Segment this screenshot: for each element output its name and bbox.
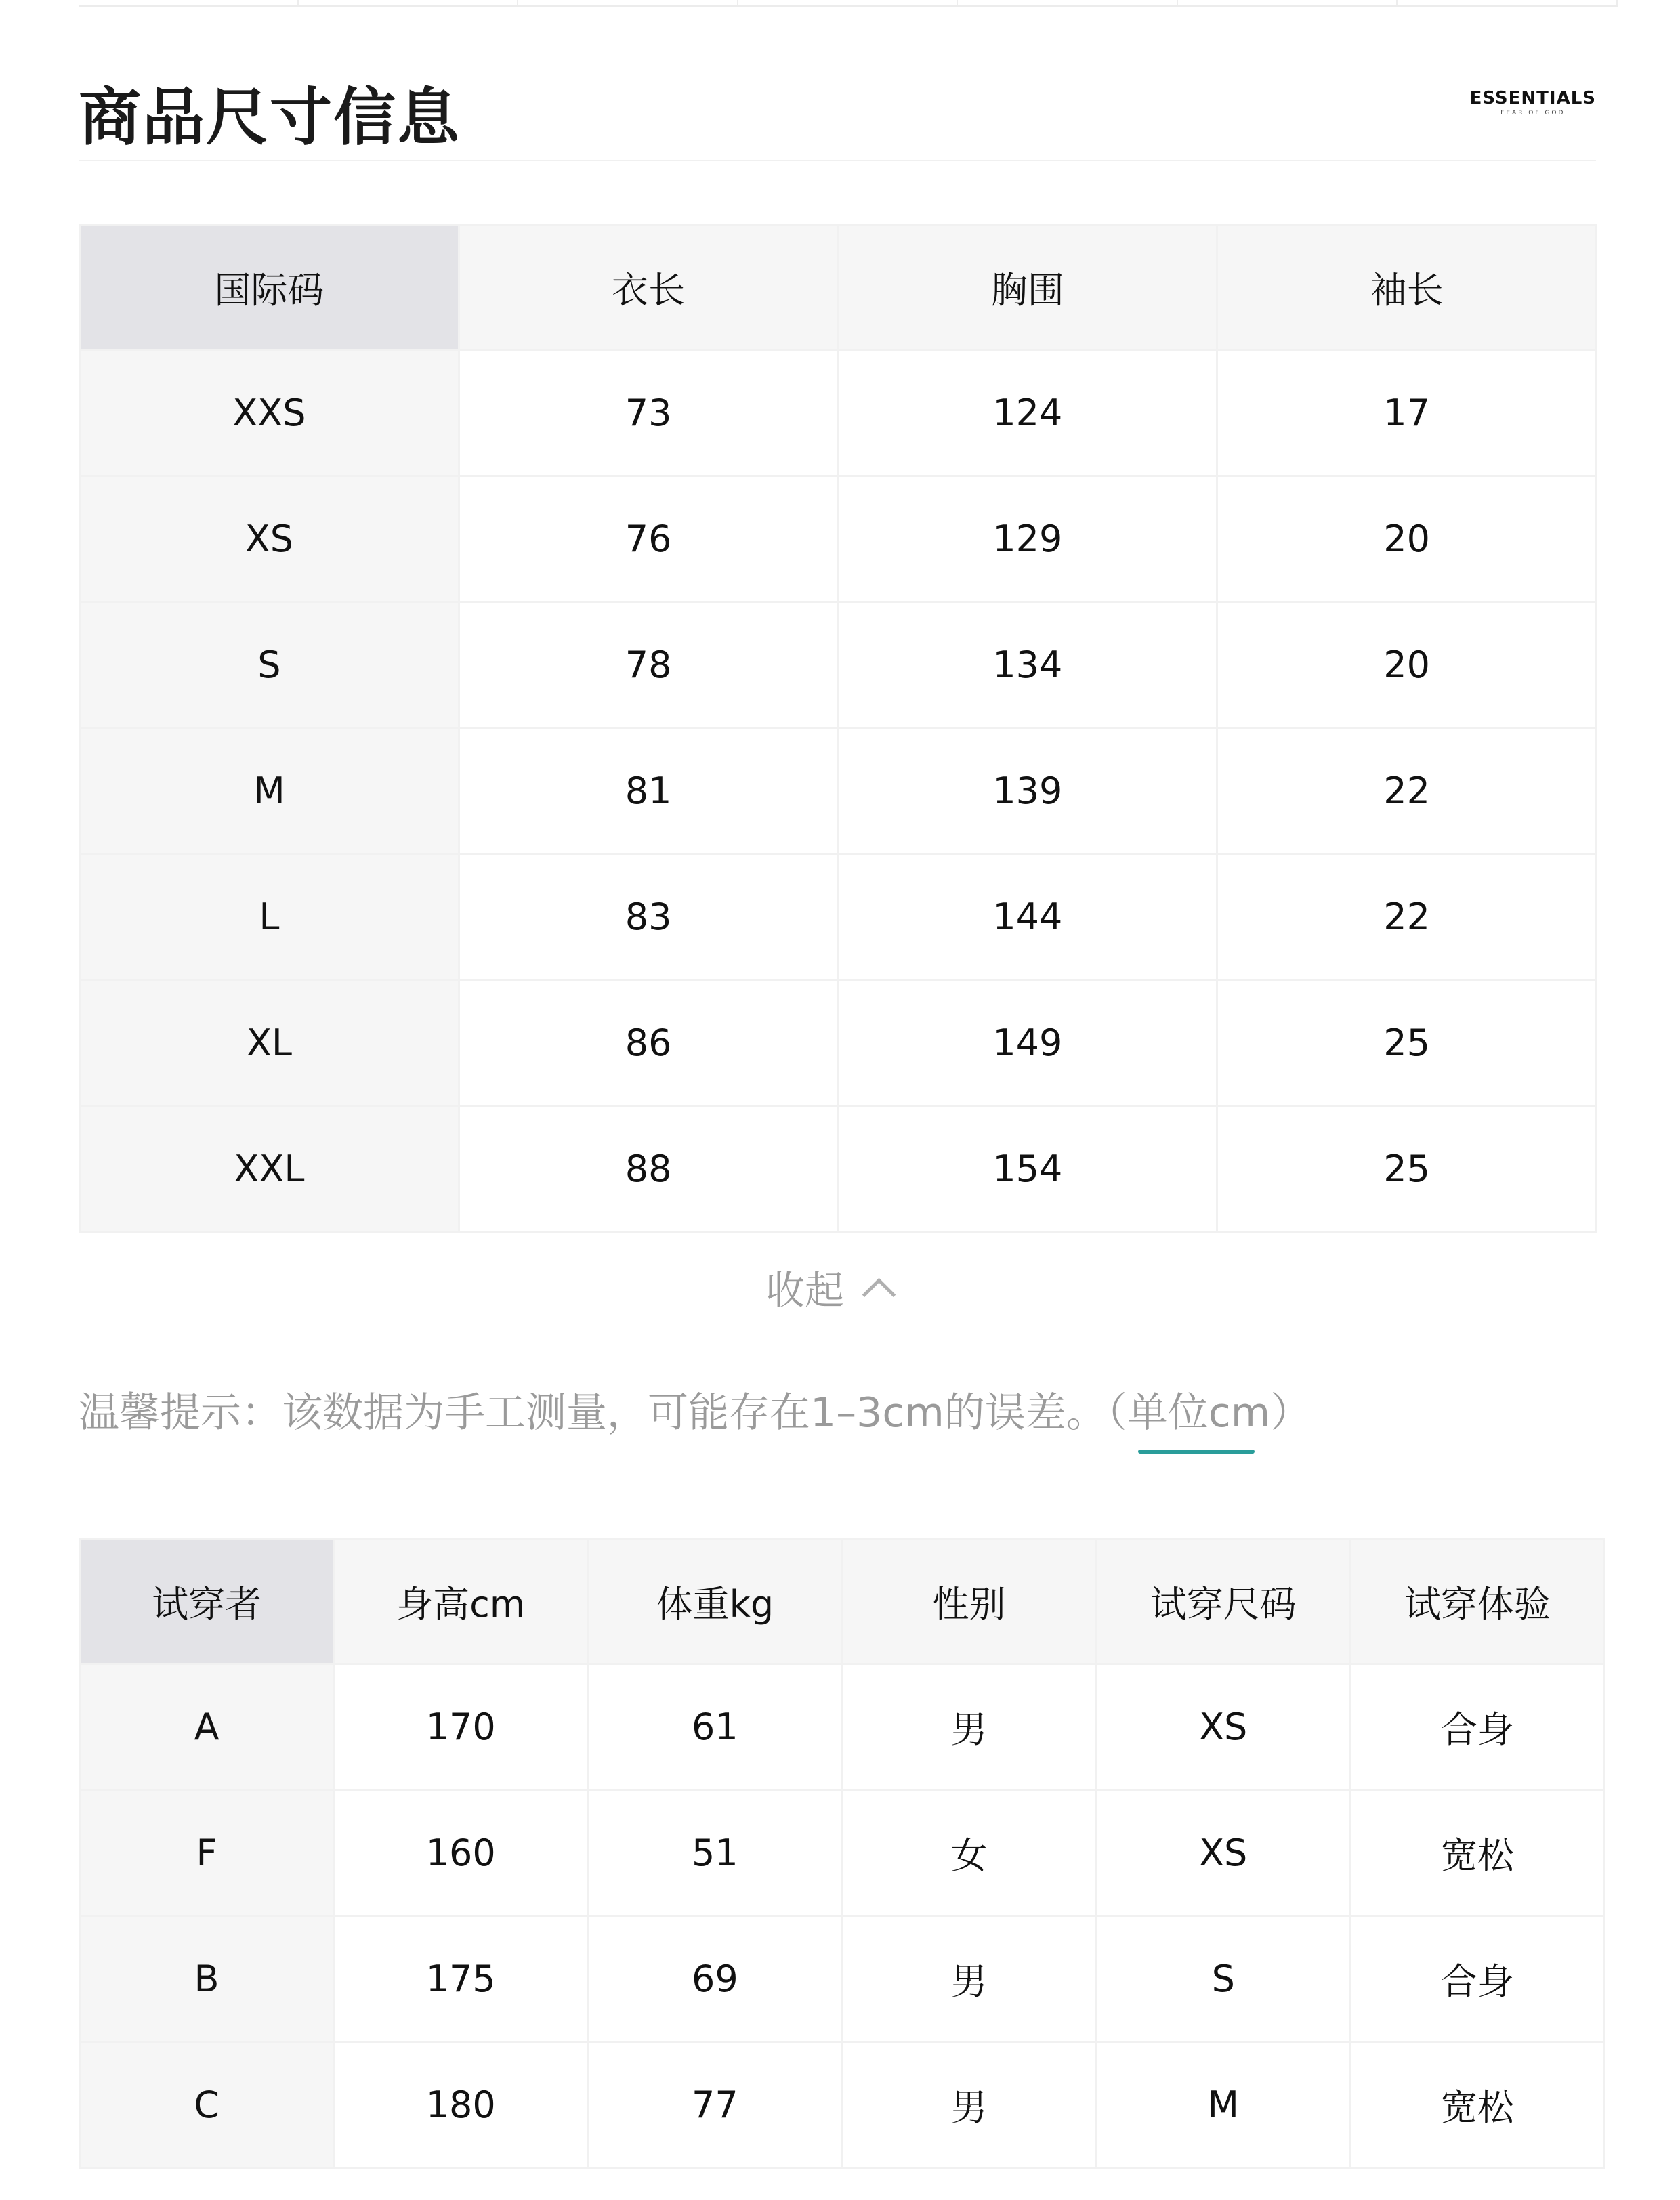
sleeve-cell: 17	[1217, 350, 1597, 476]
tester-cell: F	[80, 1790, 334, 1916]
section-header	[79, 68, 1596, 161]
chest-cell: 129	[838, 476, 1217, 602]
chest-cell: 124	[838, 350, 1217, 476]
length-cell: 76	[459, 476, 838, 602]
column-header-weight: 体重kg	[588, 1539, 842, 1664]
gender-cell: 女	[842, 1790, 1096, 1916]
chest-cell: 139	[838, 728, 1217, 854]
tester-cell: B	[80, 1916, 334, 2042]
tryon-size-cell: S	[1096, 1916, 1350, 2042]
size-table-header-row	[80, 225, 1597, 350]
table-row	[80, 350, 1597, 476]
column-header-length: 衣长	[459, 225, 838, 350]
column-header-size-code: 国际码	[80, 225, 459, 350]
length-cell: 78	[459, 602, 838, 728]
previous-table-edge	[79, 0, 1618, 7]
column-header-fit: 试穿体验	[1350, 1539, 1604, 1664]
accent-underline	[1138, 1450, 1255, 1454]
tryon-table-header-row	[80, 1539, 1605, 1664]
table-row	[80, 1790, 1605, 1916]
size-code-cell: S	[80, 602, 459, 728]
gender-cell: 男	[842, 1664, 1096, 1790]
weight-cell: 69	[588, 1916, 842, 2042]
table-row	[80, 854, 1597, 980]
sleeve-cell: 25	[1217, 980, 1597, 1106]
table-row	[80, 476, 1597, 602]
size-code-cell: XS	[80, 476, 459, 602]
table-row	[80, 728, 1597, 854]
brand-name: ESSENTIALS	[1469, 88, 1596, 108]
tester-cell: C	[80, 2042, 334, 2168]
table-row	[80, 602, 1597, 728]
sleeve-cell: 22	[1217, 728, 1597, 854]
collapse-label: 收起	[765, 1267, 845, 1313]
sleeve-cell: 22	[1217, 854, 1597, 980]
tryon-size-cell: XS	[1096, 1790, 1350, 1916]
length-cell: 83	[459, 854, 838, 980]
weight-cell: 51	[588, 1790, 842, 1916]
gender-cell: 男	[842, 2042, 1096, 2168]
chest-cell: 144	[838, 854, 1217, 980]
table-row	[80, 1664, 1605, 1790]
length-cell: 73	[459, 350, 838, 476]
column-header-sleeve: 袖长	[1217, 225, 1597, 350]
tryon-size-cell: XS	[1096, 1664, 1350, 1790]
fit-cell: 宽松	[1350, 1790, 1604, 1916]
brand-logo	[1470, 88, 1596, 117]
weight-cell: 61	[588, 1664, 842, 1790]
size-code-cell: XXL	[80, 1106, 459, 1232]
table-row	[80, 1916, 1605, 2042]
brand-subtitle: FEAR OF GOD	[1500, 110, 1566, 117]
chevron-up-icon	[862, 1277, 896, 1311]
gender-cell: 男	[842, 1916, 1096, 2042]
chest-cell: 134	[838, 602, 1217, 728]
measurement-tip: 温馨提示：该数据为手工测量，可能存在1–3cm的误差。（单位cm）	[79, 1389, 1311, 1437]
column-header-tryon-size: 试穿尺码	[1096, 1539, 1350, 1664]
sleeve-cell: 20	[1217, 476, 1597, 602]
length-cell: 81	[459, 728, 838, 854]
sleeve-cell: 20	[1217, 602, 1597, 728]
height-cell: 180	[334, 2042, 588, 2168]
column-header-height: 身高cm	[334, 1539, 588, 1664]
table-row	[80, 980, 1597, 1106]
tester-cell: A	[80, 1664, 334, 1790]
size-code-cell: M	[80, 728, 459, 854]
height-cell: 175	[334, 1916, 588, 2042]
size-code-cell: XL	[80, 980, 459, 1106]
length-cell: 86	[459, 980, 838, 1106]
weight-cell: 77	[588, 2042, 842, 2168]
fit-cell: 合身	[1350, 1664, 1604, 1790]
chest-cell: 149	[838, 980, 1217, 1106]
fit-cell: 合身	[1350, 1916, 1604, 2042]
page-title: 商品尺寸信息	[79, 81, 461, 154]
size-code-cell: L	[80, 854, 459, 980]
collapse-button[interactable]	[765, 1258, 891, 1315]
size-table	[79, 224, 1597, 1233]
height-cell: 160	[334, 1790, 588, 1916]
height-cell: 170	[334, 1664, 588, 1790]
column-header-chest: 胸围	[838, 225, 1217, 350]
sleeve-cell: 25	[1217, 1106, 1597, 1232]
size-code-cell: XXS	[80, 350, 459, 476]
fit-cell: 宽松	[1350, 2042, 1604, 2168]
tryon-size-cell: M	[1096, 2042, 1350, 2168]
length-cell: 88	[459, 1106, 838, 1232]
column-header-gender: 性别	[842, 1539, 1096, 1664]
table-row	[80, 2042, 1605, 2168]
chest-cell: 154	[838, 1106, 1217, 1232]
table-row	[80, 1106, 1597, 1232]
tryon-table	[79, 1538, 1605, 2169]
column-header-tester: 试穿者	[80, 1539, 334, 1664]
